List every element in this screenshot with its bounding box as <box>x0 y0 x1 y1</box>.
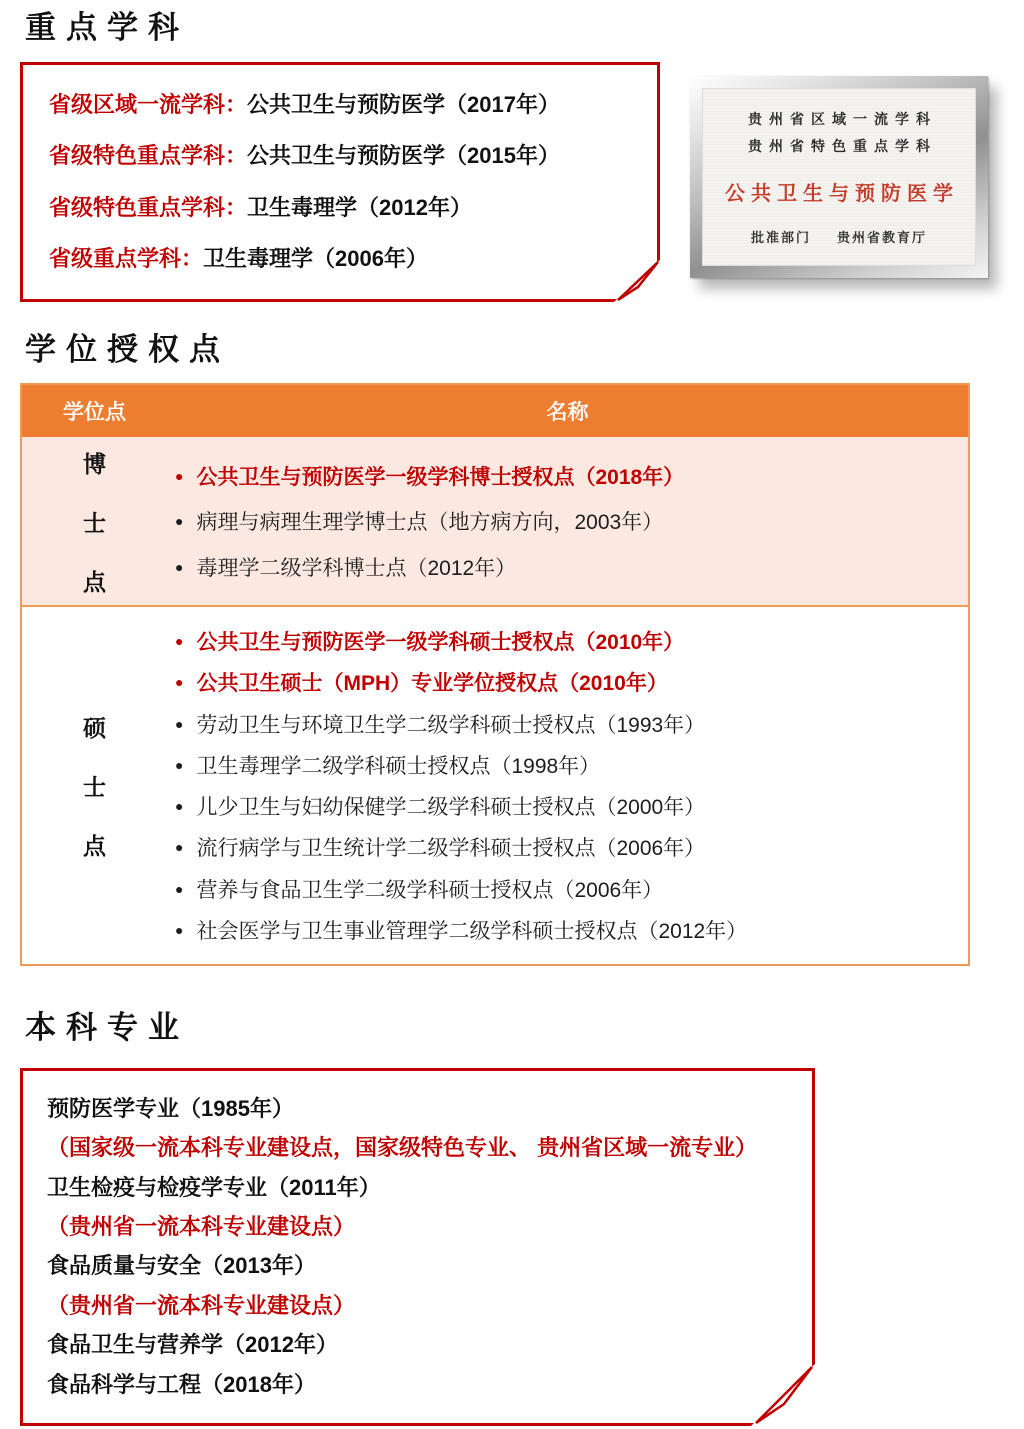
list-item <box>167 915 968 945</box>
masters-items-list <box>167 607 968 964</box>
undergraduate-majors-box <box>20 1068 815 1426</box>
degree-point-text: 流行病学与卫生统计学二级学科硕士授权点（2006年） <box>196 837 706 861</box>
certificate-title: 公共卫生与预防医学 <box>725 182 959 205</box>
degree-point-text: 公共卫生与预防医学一级学科博士授权点（2018年） <box>196 465 685 489</box>
category-char: 士 <box>83 509 106 536</box>
key-discipline-item <box>49 92 649 118</box>
category-char: 点 <box>83 568 106 595</box>
category-char: 士 <box>83 774 106 800</box>
degree-points-table <box>20 383 970 966</box>
column-header-name: 名称 <box>546 401 589 424</box>
major-line: 预防医学专业（1985年） <box>47 1095 294 1121</box>
discipline-level-label: 省级特色重点学科： <box>49 194 248 220</box>
certificate-approval-line <box>751 227 927 246</box>
table-row-masters <box>22 605 968 964</box>
certificate-line-1: 贵州省区域一流学科 <box>748 113 937 129</box>
table-row-doctoral <box>22 437 968 605</box>
bullet-icon: ● <box>175 756 184 773</box>
table-header-row <box>22 385 968 437</box>
discipline-level-label: 省级重点学科： <box>49 246 204 272</box>
section-title-undergraduate: 本科专业 <box>25 1010 189 1045</box>
degree-point-text: 公共卫生硕士（MPH）专业学位授权点（2010年） <box>196 672 668 696</box>
bullet-icon: ● <box>175 558 184 575</box>
degree-point-text: 公共卫生与预防医学一级学科硕士授权点（2010年） <box>196 631 685 655</box>
list-item <box>167 506 968 536</box>
key-disciplines-box <box>20 62 660 302</box>
certificate-line-2: 贵州省特色重点学科 <box>748 140 937 155</box>
discipline-name: 公共卫生与预防医学（2017年） <box>247 91 560 117</box>
key-discipline-item <box>49 195 649 221</box>
category-char: 博 <box>83 450 106 477</box>
key-discipline-item <box>49 246 649 272</box>
list-item <box>167 667 968 697</box>
doctoral-items-list <box>167 437 968 605</box>
bullet-icon: ● <box>175 921 184 938</box>
bullet-icon: ● <box>175 467 184 484</box>
category-label-doctoral <box>22 437 167 605</box>
major-honor-line: （贵州省一流本科专业建设点） <box>47 1292 356 1318</box>
degree-point-text: 卫生毒理学二级学科硕士授权点（1998年） <box>196 754 601 778</box>
bullet-icon: ● <box>175 633 184 650</box>
discipline-level-label: 省级区域一流学科： <box>49 91 248 117</box>
list-item <box>167 874 968 904</box>
list-item <box>167 832 968 862</box>
list-item <box>167 626 968 656</box>
major-line: 食品科学与工程（2018年） <box>47 1371 316 1397</box>
section-title-degree-points: 学位授权点 <box>25 332 230 367</box>
discipline-name: 卫生毒理学（2012年） <box>247 194 472 220</box>
degree-point-text: 营养与食品卫生学二级学科硕士授权点（2006年） <box>196 878 664 902</box>
bullet-icon: ● <box>175 674 184 691</box>
list-item <box>167 709 968 739</box>
approval-label: 批准部门 <box>750 229 811 245</box>
list-item <box>167 750 968 780</box>
bullet-icon: ● <box>175 880 184 897</box>
major-line: 食品卫生与营养学（2012年） <box>47 1332 338 1358</box>
degree-point-text: 劳动卫生与环境卫生学二级学科硕士授权点（1993年） <box>196 713 706 737</box>
major-honor-line: （贵州省一流本科专业建设点） <box>47 1214 356 1240</box>
discipline-level-label: 省级特色重点学科： <box>49 143 248 169</box>
section-title-key-disciplines: 重点学科 <box>25 10 189 45</box>
certificate-face <box>702 88 976 266</box>
bullet-icon: ● <box>175 839 184 856</box>
degree-point-text: 社会医学与卫生事业管理学二级学科硕士授权点（2012年） <box>196 919 748 943</box>
degree-point-text: 儿少卫生与妇幼保健学二级学科硕士授权点（2000年） <box>196 796 706 820</box>
key-discipline-item <box>49 143 649 169</box>
list-item <box>167 552 968 582</box>
bullet-icon: ● <box>175 798 184 815</box>
major-line: 卫生检疫与检疫学专业（2011年） <box>47 1174 381 1200</box>
approval-authority: 贵州省教育厅 <box>837 229 928 245</box>
certificate-plaque <box>690 76 988 278</box>
degree-point-text: 毒理学二级学科博士点（2012年） <box>196 556 517 580</box>
column-header-category: 学位点 <box>63 401 126 424</box>
discipline-name: 公共卫生与预防医学（2015年） <box>247 143 560 169</box>
page-curl-icon <box>751 1364 815 1426</box>
major-honor-line: （国家级一流本科专业建设点，国家级特色专业、 贵州省区域一流专业） <box>47 1135 758 1161</box>
category-label-masters <box>22 607 167 964</box>
degree-point-text: 病理与病理生理学博士点（地方病方向，2003年） <box>196 511 664 534</box>
list-item <box>167 791 968 821</box>
bullet-icon: ● <box>175 513 184 529</box>
list-item <box>167 461 968 491</box>
discipline-name: 卫生毒理学（2006年） <box>203 246 428 272</box>
category-char: 点 <box>83 833 106 859</box>
page-curl-icon <box>614 260 660 302</box>
bullet-icon: ● <box>175 715 184 732</box>
category-char: 硕 <box>83 715 106 741</box>
major-line: 食品质量与安全（2013年） <box>47 1253 316 1279</box>
